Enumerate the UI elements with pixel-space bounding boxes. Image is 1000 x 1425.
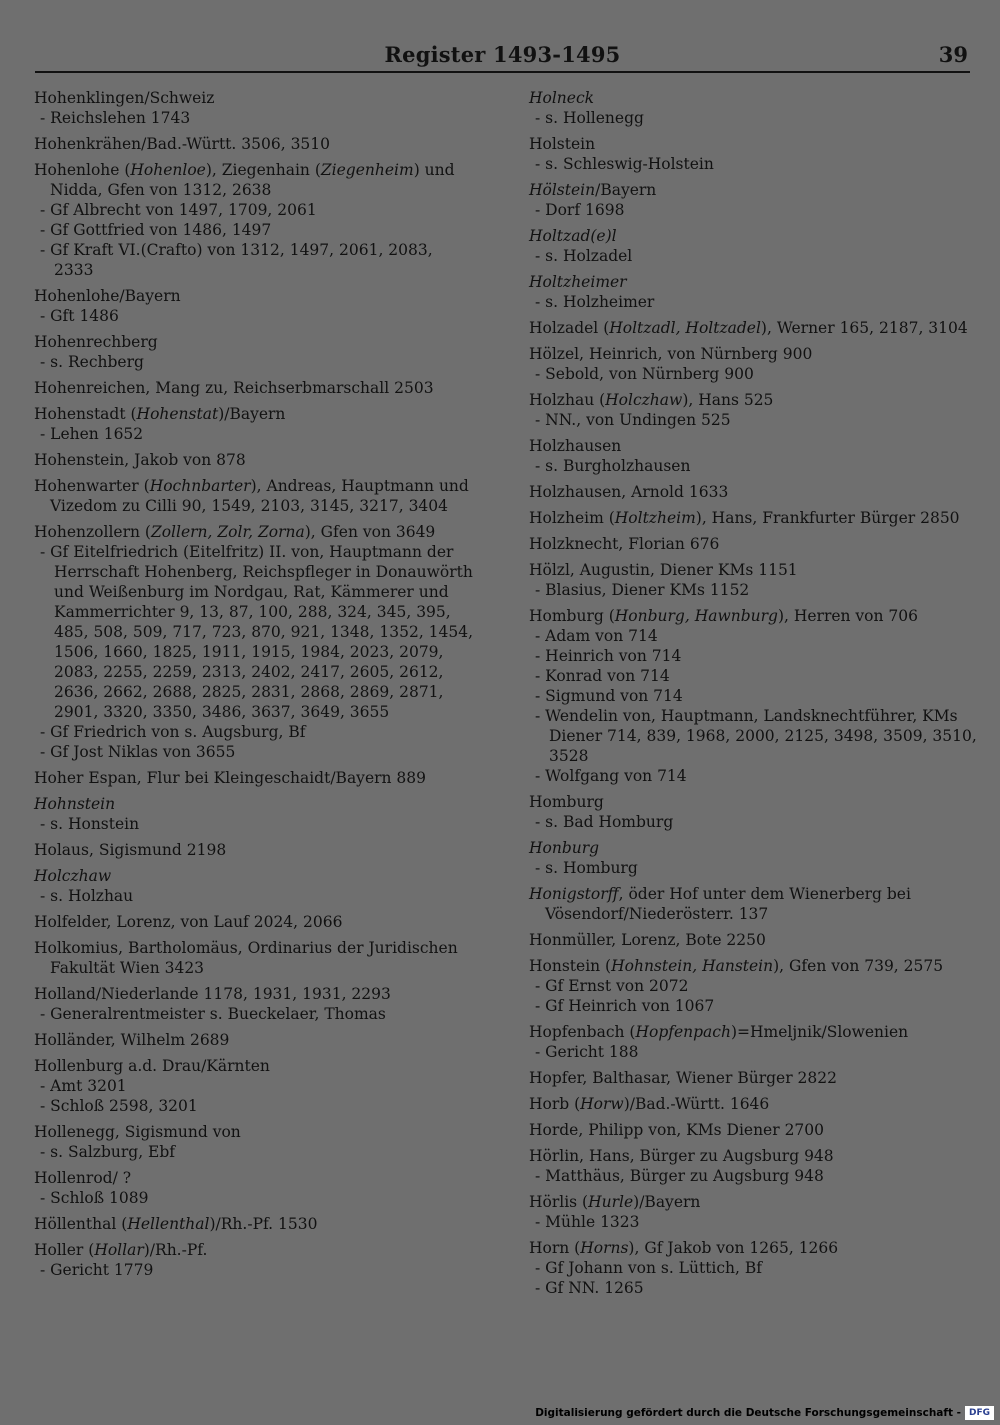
entry-text: ), Gf Jakob von 1265, 1266 bbox=[628, 1239, 839, 1257]
entry-heading bbox=[529, 1068, 979, 1088]
entry-variant-italic: Hochnbarter bbox=[149, 477, 251, 495]
entry-text: Holzknecht, Florian 676 bbox=[529, 535, 720, 553]
entry-heading bbox=[34, 332, 474, 352]
entry-heading bbox=[529, 534, 979, 554]
entry-variant-italic: Hohenstat bbox=[136, 405, 219, 423]
register-entry bbox=[34, 134, 474, 154]
entry-heading bbox=[529, 838, 979, 858]
entry-variant-italic: Holczhaw bbox=[34, 867, 112, 885]
left-column bbox=[34, 88, 474, 1286]
entry-text: )/Bad.-Württ. 1646 bbox=[623, 1095, 770, 1113]
entry-subentry: - s. Salzburg, Ebf bbox=[34, 1142, 474, 1162]
register-entry bbox=[529, 1238, 979, 1298]
register-entry bbox=[529, 1022, 979, 1062]
entry-subentry: - Mühle 1323 bbox=[529, 1212, 979, 1232]
entry-text: Hollenburg a.d. Drau/Kärnten bbox=[34, 1057, 270, 1075]
entry-text: )/Bayern bbox=[218, 405, 286, 423]
entry-subentry: - s. Hollenegg bbox=[529, 108, 979, 128]
entry-heading bbox=[34, 1214, 474, 1234]
entry-subentry: - Gf Friedrich von s. Augsburg, Bf bbox=[34, 722, 474, 742]
entry-subentry: - Gf Kraft VI.(Crafto) von 1312, 1497, 2061, 2083, 2333 bbox=[34, 240, 474, 280]
entry-text: )/Bayern bbox=[633, 1193, 701, 1211]
entry-subentry: - Gf Jost Niklas von 3655 bbox=[34, 742, 474, 762]
entry-heading bbox=[34, 286, 474, 306]
footer bbox=[535, 1404, 994, 1422]
entry-subentry: - Blasius, Diener KMs 1152 bbox=[529, 580, 979, 600]
entry-heading bbox=[529, 1146, 979, 1166]
entry-subentry: - s. Schleswig-Holstein bbox=[529, 154, 979, 174]
register-entry bbox=[34, 1240, 474, 1280]
register-entry bbox=[529, 390, 979, 430]
entry-text: Holland/Niederlande 1178, 1931, 1931, 2293 bbox=[34, 985, 391, 1003]
entry-subentry: - Heinrich von 714 bbox=[529, 646, 979, 666]
entry-subentry: - s. Honstein bbox=[34, 814, 474, 834]
entry-subentry: - Gf Ernst von 2072 bbox=[529, 976, 979, 996]
register-entry bbox=[34, 840, 474, 860]
entry-text: Hohenstein, Jakob von 878 bbox=[34, 451, 246, 469]
entry-text: Hörlin, Hans, Bürger zu Augsburg 948 bbox=[529, 1147, 834, 1165]
entry-heading bbox=[529, 606, 979, 626]
entry-subentry: - s. Holzhau bbox=[34, 886, 474, 906]
entry-text: Holzhausen, Arnold 1633 bbox=[529, 483, 729, 501]
entry-subentry: - Konrad von 714 bbox=[529, 666, 979, 686]
entry-heading bbox=[34, 1030, 474, 1050]
register-entry bbox=[34, 522, 474, 762]
register-entry bbox=[34, 286, 474, 326]
register-entry bbox=[34, 88, 474, 128]
entry-text: Horde, Philipp von, KMs Diener 2700 bbox=[529, 1121, 825, 1139]
entry-heading bbox=[34, 522, 474, 542]
register-entry bbox=[34, 404, 474, 444]
entry-subentry: - Sebold, von Nürnberg 900 bbox=[529, 364, 979, 384]
page-header bbox=[35, 40, 970, 74]
page-number: 39 bbox=[938, 42, 968, 67]
register-entry bbox=[34, 866, 474, 906]
entry-variant-italic: Hurle bbox=[588, 1193, 634, 1211]
entry-subentry: - Gf Eitelfriedrich (Eitelfritz) II. von, Hauptmann der Herrschaft Hohenberg, Reichspfleger in Donauwörth und Weißenburg im Nordgau, Rat, Kämmerer und Kammerrichter 9, 13, 87, 100, 288, 324, 345, 395, 485, 508, 509, 717, 723, 870, 921, 1348, 1352, 1454, 1506, 1660, 1825, 1911, 1915, 1984, 2023, 2079, 2083, 2255, 2259, 2313, 2402, 2417, 2605, 2612, 2636, 2662, 2688, 2825, 2831, 2868, 2869, 2871, 2901, 3320, 3350, 3486, 3637, 3649, 3655 bbox=[34, 542, 474, 722]
entry-text: Hohenrechberg bbox=[34, 333, 158, 351]
register-entry bbox=[529, 1192, 979, 1232]
entry-text: Hohenkrähen/Bad.-Württ. 3506, 3510 bbox=[34, 135, 331, 153]
entry-heading bbox=[34, 88, 474, 108]
entry-text: ), Hans 525 bbox=[682, 391, 774, 409]
entry-heading bbox=[34, 938, 474, 978]
entry-subentry: - s. Homburg bbox=[529, 858, 979, 878]
entry-subentry: - Gf Gottfried von 1486, 1497 bbox=[34, 220, 474, 240]
entry-text: Holzadel ( bbox=[529, 319, 610, 337]
register-entry bbox=[529, 930, 979, 950]
entry-text: Hollenegg, Sigismund von bbox=[34, 1123, 241, 1141]
entry-subentry: - s. Bad Homburg bbox=[529, 812, 979, 832]
entry-heading bbox=[34, 984, 474, 1004]
entry-text: Holler ( bbox=[34, 1241, 95, 1259]
entry-text: /Bayern bbox=[595, 181, 657, 199]
entry-text: Hölzl, Augustin, Diener KMs 1151 bbox=[529, 561, 798, 579]
register-entry bbox=[34, 378, 474, 398]
entry-heading bbox=[34, 1122, 474, 1142]
entry-variant-italic: Holneck bbox=[529, 89, 595, 107]
entry-variant-italic: Hopfenpach bbox=[635, 1023, 731, 1041]
entry-text: Horn ( bbox=[529, 1239, 581, 1257]
entry-text: Hohenstadt ( bbox=[34, 405, 137, 423]
entry-variant-italic: Holtzad(e)l bbox=[529, 227, 617, 245]
entry-text: Hohenreichen, Mang zu, Reichserbmarschall 2503 bbox=[34, 379, 434, 397]
register-entry bbox=[34, 1168, 474, 1208]
entry-heading bbox=[529, 482, 979, 502]
entry-variant-italic: Honburg bbox=[529, 839, 600, 857]
register-entry bbox=[529, 344, 979, 384]
entry-text: Hollenrod/ ? bbox=[34, 1169, 132, 1187]
entry-heading bbox=[34, 160, 474, 200]
entry-text: Holaus, Sigismund 2198 bbox=[34, 841, 227, 859]
entry-subentry: - Gf Albrecht von 1497, 1709, 2061 bbox=[34, 200, 474, 220]
entry-heading bbox=[34, 378, 474, 398]
entry-heading bbox=[529, 1022, 979, 1042]
entry-variant-italic: Ziegenheim bbox=[320, 161, 414, 179]
entry-heading bbox=[34, 840, 474, 860]
entry-heading bbox=[529, 508, 979, 528]
entry-text: ), Hans, Frankfurter Bürger 2850 bbox=[695, 509, 960, 527]
entry-text: ), Gfen von 739, 2575 bbox=[773, 957, 944, 975]
entry-text: Hohenklingen/Schweiz bbox=[34, 89, 215, 107]
entry-subentry: - Gft 1486 bbox=[34, 306, 474, 326]
entry-heading bbox=[529, 180, 979, 200]
entry-variant-italic: Hohenloe bbox=[130, 161, 206, 179]
entry-subentry: - Gf Johann von s. Lüttich, Bf bbox=[529, 1258, 979, 1278]
entry-variant-italic: Horns bbox=[580, 1239, 629, 1257]
entry-text: Hohenlohe ( bbox=[34, 161, 131, 179]
entry-text: Honmüller, Lorenz, Bote 2250 bbox=[529, 931, 766, 949]
entry-text: Holfelder, Lorenz, von Lauf 2024, 2066 bbox=[34, 913, 343, 931]
entry-heading bbox=[529, 226, 979, 246]
header-rule bbox=[35, 71, 970, 73]
entry-subentry: - Gericht 1779 bbox=[34, 1260, 474, 1280]
entry-heading bbox=[529, 134, 979, 154]
entry-subentry: - Reichslehen 1743 bbox=[34, 108, 474, 128]
entry-text: Hopfer, Balthasar, Wiener Bürger 2822 bbox=[529, 1069, 837, 1087]
entry-heading bbox=[529, 956, 979, 976]
entry-subentry: - s. Holzheimer bbox=[529, 292, 979, 312]
entry-text: ), Herren von 706 bbox=[777, 607, 919, 625]
entry-heading bbox=[529, 1238, 979, 1258]
register-entry bbox=[529, 1146, 979, 1186]
entry-heading bbox=[529, 272, 979, 292]
entry-subentry: - Dorf 1698 bbox=[529, 200, 979, 220]
entry-variant-italic: Hölstein bbox=[529, 181, 596, 199]
entry-text: ), Ziegenhain ( bbox=[205, 161, 321, 179]
register-entry bbox=[34, 1122, 474, 1162]
footer-credit: Digitalisierung gefördert durch die Deutsche Forschungsgemeinschaft - bbox=[535, 1407, 961, 1419]
register-entry bbox=[529, 134, 979, 174]
entry-heading bbox=[529, 1094, 979, 1114]
entry-text: Hohenzollern ( bbox=[34, 523, 151, 541]
register-entry bbox=[529, 318, 979, 338]
register-entry bbox=[529, 482, 979, 502]
entry-variant-italic: Hohnstein, Hanstein bbox=[611, 957, 774, 975]
entry-text: Hoher Espan, Flur bei Kleingeschaidt/Bayern 889 bbox=[34, 769, 427, 787]
entry-subentry: - NN., von Undingen 525 bbox=[529, 410, 979, 430]
entry-variant-italic: Hollar bbox=[94, 1241, 144, 1259]
entry-text: Hörlis ( bbox=[529, 1193, 589, 1211]
register-entry bbox=[529, 560, 979, 600]
entry-text: Hölzel, Heinrich, von Nürnberg 900 bbox=[529, 345, 813, 363]
register-entry bbox=[34, 450, 474, 470]
entry-heading bbox=[529, 318, 979, 338]
entry-heading bbox=[529, 1192, 979, 1212]
entry-text: Holkomius, Bartholomäus, Ordinarius der Juridischen Fakultät Wien 3423 bbox=[34, 939, 458, 977]
register-entry bbox=[529, 1068, 979, 1088]
entry-heading bbox=[529, 436, 979, 456]
register-entry bbox=[34, 794, 474, 834]
entry-subentry: - Adam von 714 bbox=[529, 626, 979, 646]
entry-heading bbox=[529, 560, 979, 580]
entry-text: Holstein bbox=[529, 135, 596, 153]
entry-subentry: - Wolfgang von 714 bbox=[529, 766, 979, 786]
entry-text: Holzhau ( bbox=[529, 391, 606, 409]
dfg-logo: DFG bbox=[965, 1406, 994, 1420]
entry-heading bbox=[529, 88, 979, 108]
entry-subentry: - Wendelin von, Hauptmann, Landsknechtführer, KMs Diener 714, 839, 1968, 2000, 2125, 3498, 3509, 3510, 3528 bbox=[529, 706, 979, 766]
entry-heading bbox=[34, 1240, 474, 1260]
register-entry bbox=[34, 1056, 474, 1116]
register-entry bbox=[529, 606, 979, 786]
entry-text: Hohenwarter ( bbox=[34, 477, 150, 495]
register-entry bbox=[34, 1214, 474, 1234]
entry-text: )/Rh.-Pf. 1530 bbox=[209, 1215, 318, 1233]
entry-text: Honstein ( bbox=[529, 957, 612, 975]
entry-variant-italic: Holtzadl, Holtzadel bbox=[609, 319, 761, 337]
entry-subentry: - Schloß 2598, 3201 bbox=[34, 1096, 474, 1116]
entry-variant-italic: Honburg, Hawnburg bbox=[614, 607, 778, 625]
register-entry bbox=[529, 956, 979, 1016]
register-entry bbox=[34, 160, 474, 280]
entry-text: ), Gfen von 3649 bbox=[304, 523, 436, 541]
entry-heading bbox=[34, 768, 474, 788]
register-entry bbox=[529, 272, 979, 312]
entry-heading bbox=[34, 912, 474, 932]
entry-text: Homburg ( bbox=[529, 607, 615, 625]
register-entry bbox=[529, 436, 979, 476]
register-entry bbox=[529, 1094, 979, 1114]
entry-text: Homburg bbox=[529, 793, 604, 811]
entry-heading bbox=[529, 884, 979, 924]
register-entry bbox=[34, 912, 474, 932]
entry-subentry: - Amt 3201 bbox=[34, 1076, 474, 1096]
entry-text: Holländer, Wilhelm 2689 bbox=[34, 1031, 230, 1049]
entry-heading bbox=[34, 134, 474, 154]
entry-heading bbox=[34, 404, 474, 424]
entry-subentry: - s. Burgholzhausen bbox=[529, 456, 979, 476]
entry-heading bbox=[529, 792, 979, 812]
entry-heading bbox=[34, 1056, 474, 1076]
entry-heading bbox=[529, 390, 979, 410]
right-column bbox=[529, 88, 979, 1304]
entry-text: )/Rh.-Pf. bbox=[143, 1241, 208, 1259]
register-entry bbox=[529, 534, 979, 554]
entry-subentry: - Gf NN. 1265 bbox=[529, 1278, 979, 1298]
register-title: Register 1493-1495 bbox=[384, 42, 621, 67]
entry-heading bbox=[529, 930, 979, 950]
entry-heading bbox=[34, 1168, 474, 1188]
entry-subentry: - Sigmund von 714 bbox=[529, 686, 979, 706]
register-entry bbox=[529, 88, 979, 128]
entry-text: ) und Nidda, Gfen von 1312, 2638 bbox=[50, 161, 455, 199]
entry-text: Holzheim ( bbox=[529, 509, 615, 527]
entry-text: Horb ( bbox=[529, 1095, 581, 1113]
register-entry bbox=[529, 508, 979, 528]
entry-heading bbox=[34, 476, 474, 516]
entry-text: Hopfenbach ( bbox=[529, 1023, 636, 1041]
register-entry bbox=[34, 1030, 474, 1050]
entry-variant-italic: Hellenthal bbox=[127, 1215, 210, 1233]
entry-text: )=Hmeljnik/Slowenien bbox=[730, 1023, 909, 1041]
entry-subentry: - Gericht 188 bbox=[529, 1042, 979, 1062]
register-entry bbox=[34, 984, 474, 1024]
register-entry bbox=[34, 768, 474, 788]
entry-text: , öder Hof unter dem Wienerberg bei Vösendorf/Niederösterr. 137 bbox=[545, 885, 911, 923]
entry-variant-italic: Honigstorff bbox=[529, 885, 619, 903]
entry-heading bbox=[34, 450, 474, 470]
register-entry bbox=[529, 884, 979, 924]
entry-variant-italic: Hohnstein bbox=[34, 795, 116, 813]
entry-subentry: - s. Holzadel bbox=[529, 246, 979, 266]
entry-variant-italic: Holczhaw bbox=[605, 391, 683, 409]
entry-text: Hohenlohe/Bayern bbox=[34, 287, 181, 305]
register-entry bbox=[34, 332, 474, 372]
register-entry bbox=[529, 226, 979, 266]
entry-text: ), Andreas, Hauptmann und Vizedom zu Cilli 90, 1549, 2103, 3145, 3217, 3404 bbox=[50, 477, 469, 515]
entry-subentry: - Generalrentmeister s. Bueckelaer, Thomas bbox=[34, 1004, 474, 1024]
entry-text: Höllenthal ( bbox=[34, 1215, 128, 1233]
entry-variant-italic: Zollern, Zolr, Zorna bbox=[150, 523, 305, 541]
register-entry bbox=[34, 938, 474, 978]
register-entry bbox=[529, 180, 979, 220]
entry-variant-italic: Holtzheim bbox=[614, 509, 696, 527]
register-entry bbox=[529, 1120, 979, 1140]
entry-subentry: - Schloß 1089 bbox=[34, 1188, 474, 1208]
entry-variant-italic: Holtzheimer bbox=[529, 273, 627, 291]
register-entry bbox=[34, 476, 474, 516]
entry-text: Holzhausen bbox=[529, 437, 622, 455]
entry-subentry: - Matthäus, Bürger zu Augsburg 948 bbox=[529, 1166, 979, 1186]
entry-text: ), Werner 165, 2187, 3104 bbox=[760, 319, 968, 337]
entry-heading bbox=[529, 344, 979, 364]
entry-heading bbox=[34, 794, 474, 814]
entry-heading bbox=[34, 866, 474, 886]
register-entry bbox=[529, 792, 979, 832]
entry-heading bbox=[529, 1120, 979, 1140]
entry-subentry: - Gf Heinrich von 1067 bbox=[529, 996, 979, 1016]
entry-variant-italic: Horw bbox=[580, 1095, 624, 1113]
register-entry bbox=[529, 838, 979, 878]
entry-subentry: - Lehen 1652 bbox=[34, 424, 474, 444]
entry-subentry: - s. Rechberg bbox=[34, 352, 474, 372]
